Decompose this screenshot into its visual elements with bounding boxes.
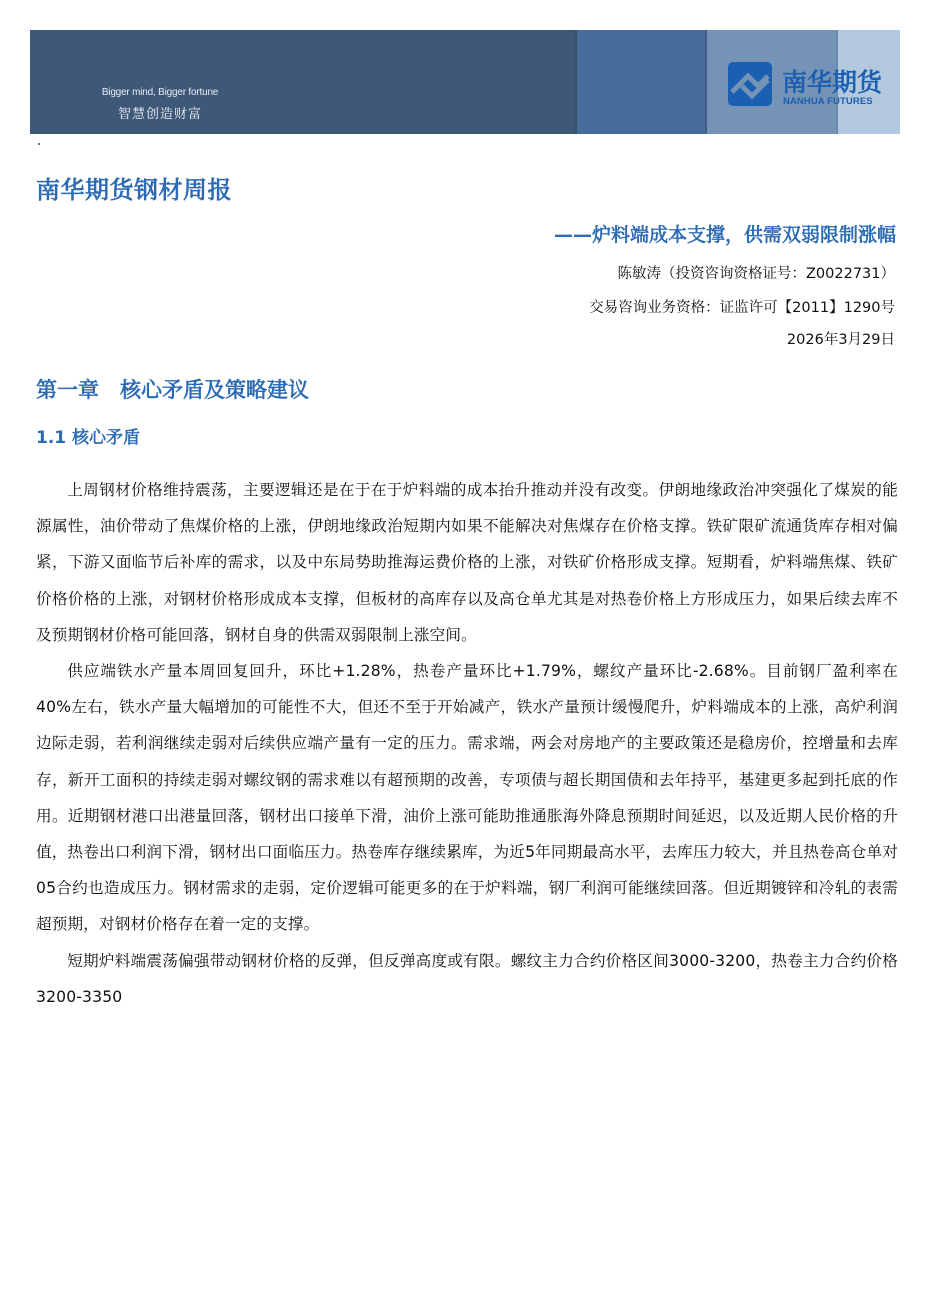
logo-text-chinese: 南华期货: [782, 68, 883, 97]
author-line: 陈敏涛（投资咨询资格证号：Z0022731）: [617, 266, 895, 282]
stray-mark: [38, 143, 40, 145]
chapter-heading: 第一章 核心矛盾及策略建议: [36, 378, 309, 402]
nanhua-logo-icon: [728, 62, 772, 106]
slogan-english: Bigger mind, Bigger fortune: [101, 87, 219, 98]
license-line: 交易咨询业务资格：证监许可【2011】1290号: [589, 300, 895, 316]
paragraph-core-logic: 上周钢材价格维持震荡，主要逻辑还是在于在于炉料端的成本抬升推动并没有改变。伊朗地缘政治冲突强化了煤炭的能源属性，油价带动了焦煤价格的上涨，伊朗地缘政治短期内如果不能解决对焦煤存在价格支撑。铁矿限矿流通货库存相对偏紧，下游又面临节后补库的需求，以及中东局势助推海运费价格的上涨，对铁矿价格形成支撑。短期看，炉料端焦煤、铁矿价格价格的上涨，对钢材价格形成成本支撑，但板材的高库存以及高仓单尤其是对热卷价格上方形成压力，如果后续去库不及预期钢材价格可能回落，钢材自身的供需双弱限制上涨空间。: [36, 481, 898, 644]
report-title: 南华期货钢材周报: [36, 176, 232, 204]
paragraph-strategy: 短期炉料端震荡偏强带动钢材价格的反弹，但反弹高度或有限。螺纹主力合约价格区间3000-3200，热卷主力合约价格3200-3350: [36, 951, 898, 1006]
slogan-chinese: 智慧创造财富: [117, 107, 202, 122]
banner-segment-mid: [575, 30, 705, 134]
section-heading: 1.1 核心矛盾: [36, 428, 141, 448]
report-body: [36, 472, 898, 1062]
report-date: 2026年3月29日: [786, 332, 895, 348]
header-banner: [30, 30, 900, 134]
paragraph-supply-demand: 供应端铁水产量本周回复回升，环比+1.28%，热卷产量环比+1.79%，螺纹产量环比-2.68%。目前钢厂盈利率在40%左右，铁水产量大幅增加的可能性不大，但还不至于开始减产，铁水产量预计缓慢爬升，炉料端成本的上涨，高炉利润边际走弱，若利润继续走弱对后续供应端产量有一定的压力。需求端，两会对房地产的主要政策还是稳房价，控增量和去库存，新开工面积的持续走弱对螺纹钢的需求难以有超预期的改善，专项债与超长期国债和去年持平，基建更多起到托底的作用。近期钢材港口出港量回落，钢材出口接单下滑，油价上涨可能助推通胀海外降息预期时间延迟，以及近期人民价格的升值，热卷出口利润下滑，钢材出口面临压力。热卷库存继续累库，为近5年同期最高水平，去库压力较大，并且热卷高仓单对05合约也造成压力。钢材需求的走弱，定价逻辑可能更多的在于炉料端，钢厂利润可能继续回落。但近期镀锌和冷轧的表需超预期，对钢材价格存在着一定的支撑。: [36, 662, 898, 934]
logo-text-english: NANHUA FUTURES: [783, 96, 873, 107]
report-subtitle: ——炉料端成本支撑，供需双弱限制涨幅: [553, 224, 896, 246]
